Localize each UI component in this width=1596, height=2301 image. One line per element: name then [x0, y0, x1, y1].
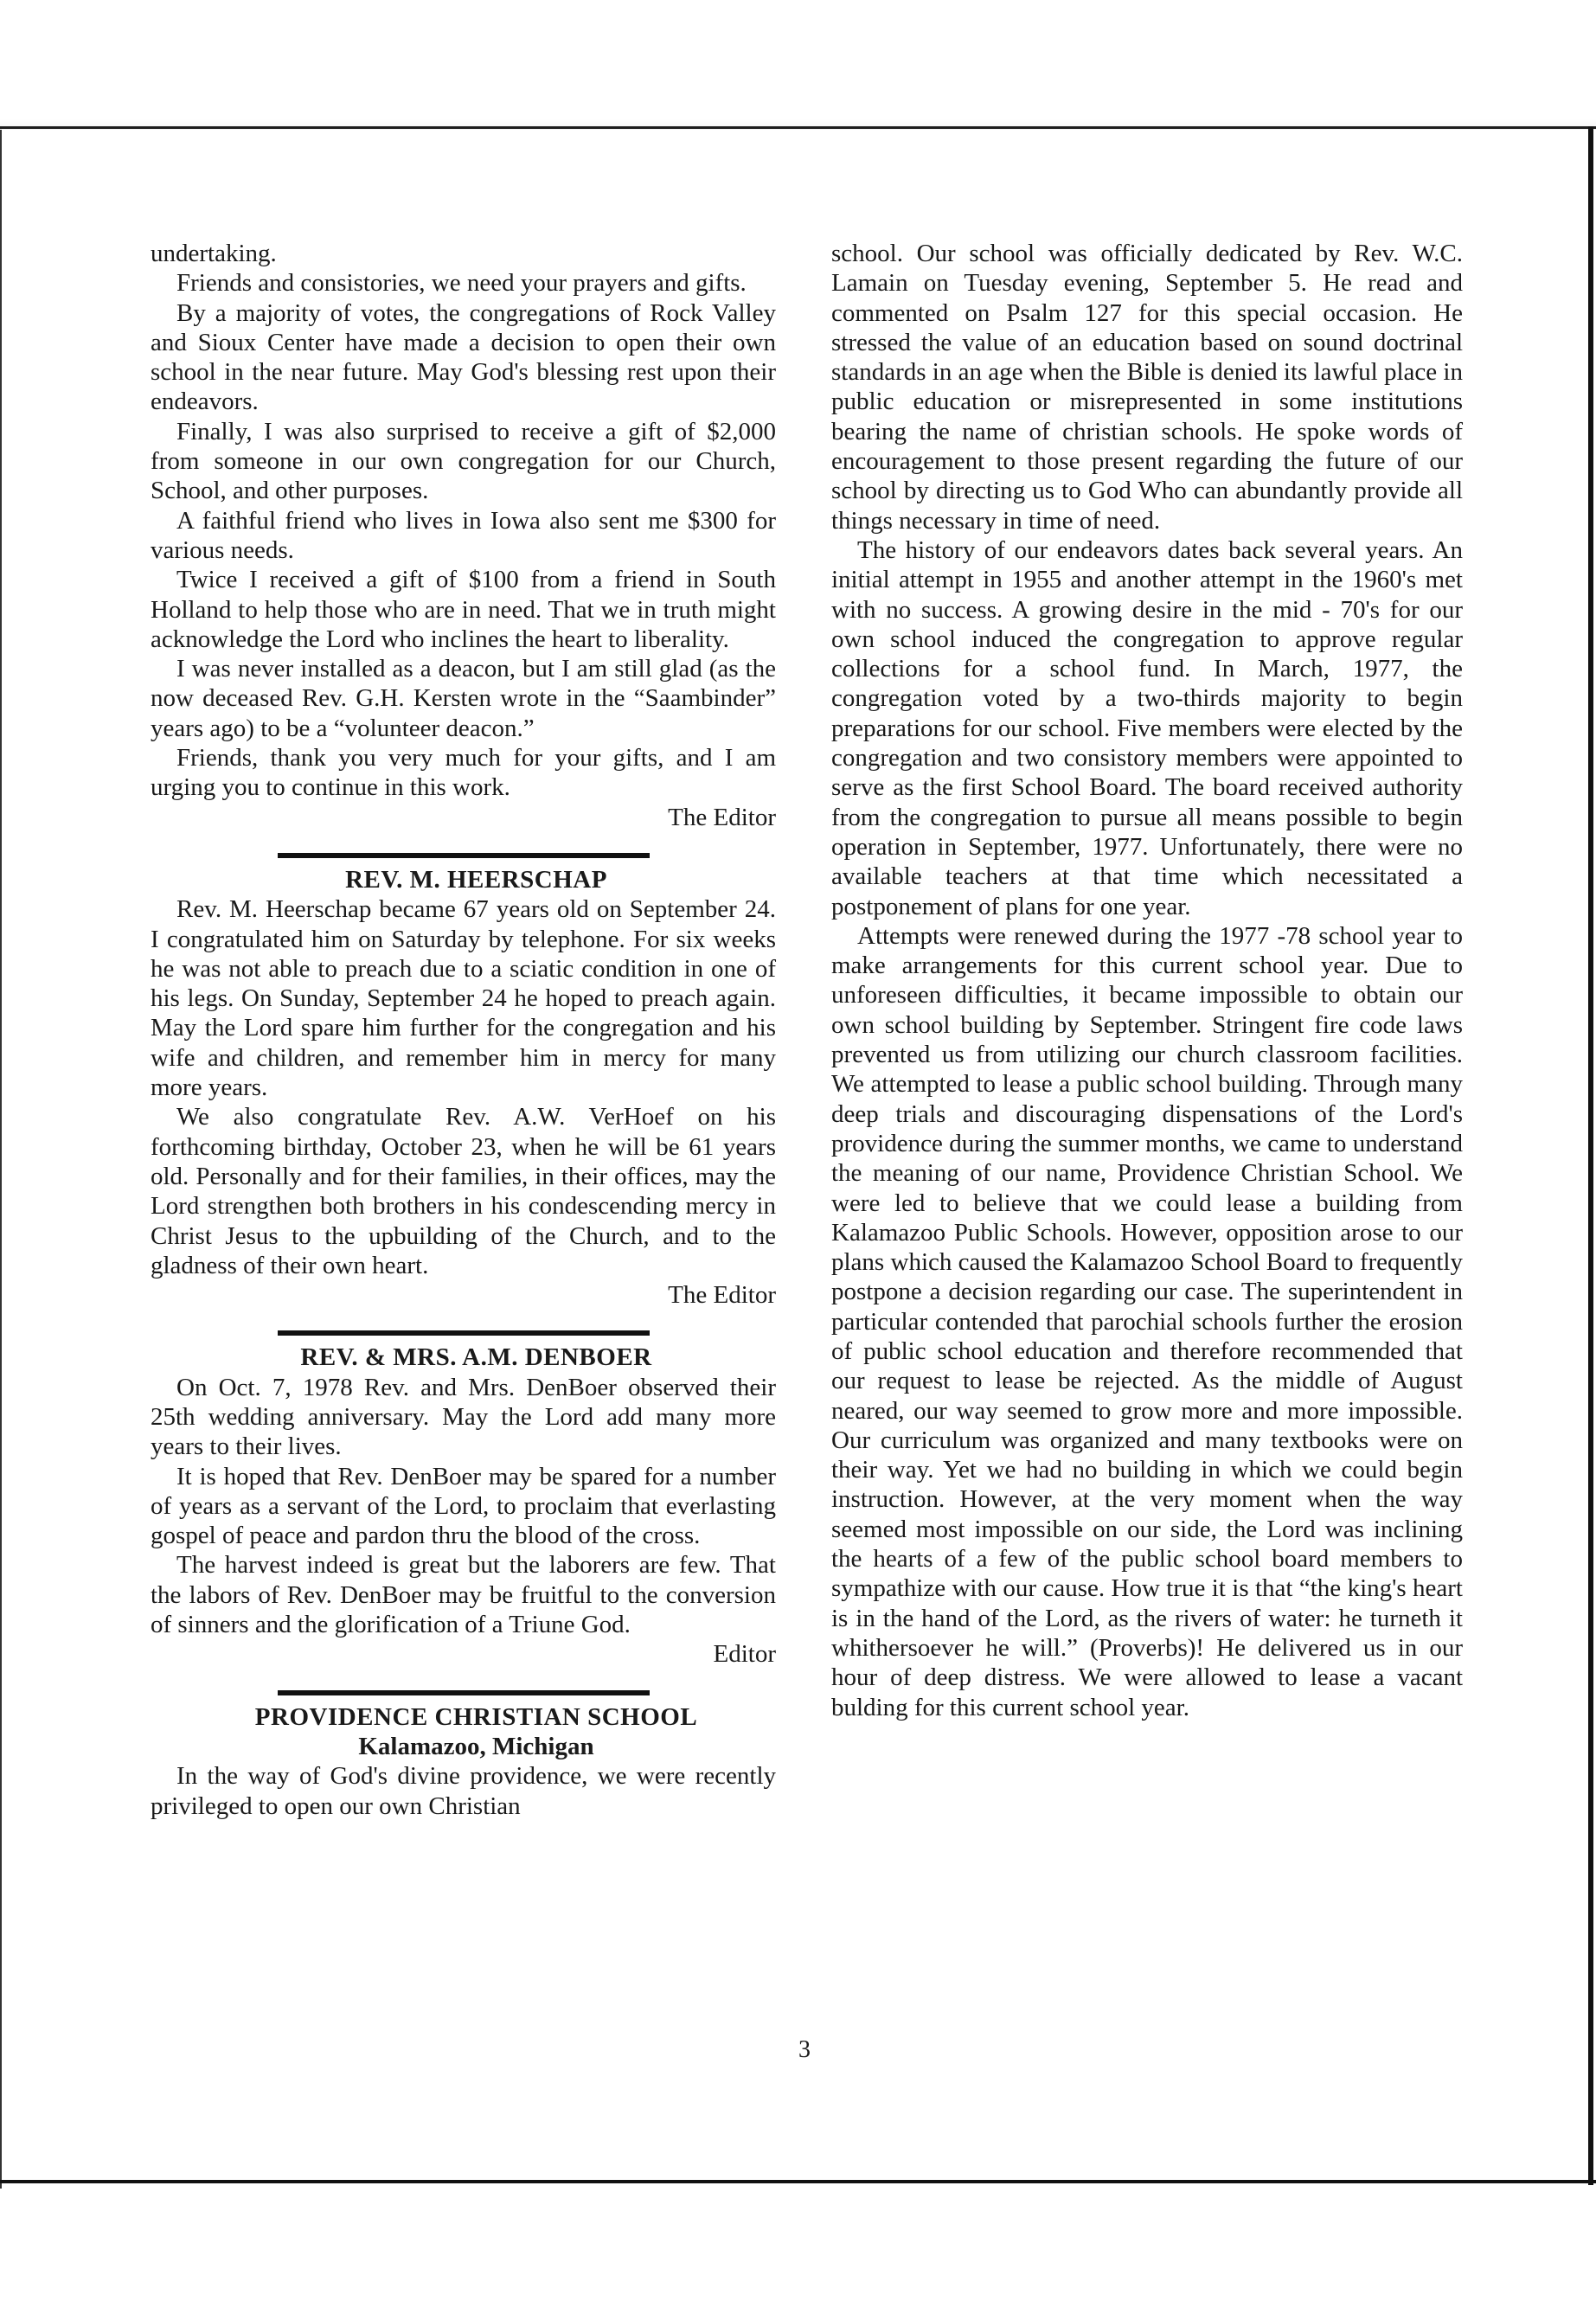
paragraph: I was never installed as a deacon, but I am still glad (as the now deceased Rev. G.H. Kersten wrote in the “Saambinder” years ago) to be a “volunteer deacon.” — [151, 655, 776, 742]
paragraph: On Oct. 7, 1978 Rev. and Mrs. DenBoer observed their 25th wedding anniversary. May the Lord add many more years to their lives. — [151, 1373, 776, 1461]
paragraph: In the way of God's divine providence, we were recently privileged to open our own Christian — [151, 1762, 776, 1820]
editor-signature: The Editor — [668, 803, 776, 831]
section-heading-denboer: REV. & MRS. A.M. DENBOER — [300, 1343, 652, 1372]
paragraph: Finally, I was also surprised to receive a gift of $2,000 from someone in our own congregation for our Church, School, and other purposes. — [151, 417, 776, 505]
paragraph: undertaking. — [151, 240, 277, 267]
paragraph: Rev. M. Heerschap became 67 years old on September 24. I congratulated him on Saturday by telephone. For six weeks he was not able to preach due to a sciatic condition in one of his legs. On Sunday, September 24 he hoped to preach again. May the Lord spare him further for the congregation and his wife and children, and remember him in mercy for many more years. — [151, 895, 776, 1102]
paragraph: Twice I received a gift of $100 from a friend in South Holland to help those who are in need. That we in truth might acknowledge the Lord who inclines the heart to liberality. — [151, 566, 776, 653]
paragraph: The history of our endeavors dates back several years. An initial attempt in 1955 and another attempt in the 1960's met with no success. A growing desire in the mid - 70's for our own school induced the congregation to approve regular collections for a school fund. In March, 1977, the congregation voted by a two-thirds majority to begin preparations for our school. Five members were elected by the congregation and two consistory members were appointed to serve as the first School Board. The board received authority from the congregation to pursue all means possible to begin operation in September, 1977. Unfortunately, there were no available teachers at that time which necessitated a postponement of plans for one year. — [831, 535, 1463, 920]
paragraph: The harvest indeed is great but the laborers are few. That the labors of Rev. DenBoer may be fruitful to the conversion of sinners and the glorification of a Triune God. — [151, 1551, 776, 1639]
section-heading-heerschap: REV. M. HEERSCHAP — [345, 865, 607, 894]
paragraph: By a majority of votes, the congregations of Rock Valley and Sioux Center have made a decision to open their own school in the near future. May God's blessing rest upon their endeavors. — [151, 298, 776, 416]
paragraph: school. Our school was officially dedicated by Rev. W.C. Lamain on Tuesday evening, September 5. He read and commented on Psalm 127 for this special occasion. He stressed the value of an education based on sound doctrinal standards in an age when the Bible is denied its lawful place in public education or misrepresented in some institutions bearing the name of christian schools. He spoke words of encouragement to those present regarding the future of our school by directing us to God Who can abundantly provide all things necessary in time of need. — [831, 240, 1463, 535]
page-number: 3 — [798, 2036, 811, 2063]
section-divider — [278, 853, 650, 858]
paragraph: Attempts were renewed during the 1977 -78 school year to make arrangements for this current school year. Due to unforeseen difficulties, it became impossible to obtain our own school building by September. Stringent fire code laws prevented us from utilizing our church classroom facilities. We attempted to lease a public school building. Through many deep trials and discouraging dispensations of the Lord's providence during the summer months, we came to understand the meaning of our name, Providence Christian School. We were led to believe that we could lease a building from Kalamazoo Public Schools. However, opposition arose to our plans which caused the Kalamazoo School Board to frequently postpone a decision regarding our case. The superintendent in particular contended that parochial schools further the erosion of public school education and therefore recommended that our request to lease be rejected. As the middle of August neared, our way seemed to grow more and more impossible. Our curriculum was organized and many textbooks were on their way. Yet we had no building in which we could begin instruction. However, at the very moment when the way seemed most impossible on our side, the Lord was inclining the hearts of a few of the public school board members to sympathize with our cause. How true it is that “the king's heart is in the hand of the Lord, as the rivers of water: he turneth it whithersoever he will.” (Proverbs)! He delivered us in our hour of deep distress. We were allowed to lease a vacant bulding for this current school year. — [831, 921, 1463, 1721]
editor-signature: Editor — [713, 1640, 776, 1669]
editor-signature: The Editor — [668, 1281, 776, 1310]
page-border-top — [0, 126, 1596, 129]
paragraph: Friends and consistories, we need your prayers and gifts. — [176, 269, 747, 298]
paragraph: A faithful friend who lives in Iowa also sent me $300 for various needs. — [151, 506, 776, 564]
page-border-bottom — [0, 2180, 1596, 2183]
right-column — [831, 239, 1463, 1722]
section-subheading-location: Kalamazoo, Michigan — [358, 1732, 594, 1760]
paragraph: We also congratulate Rev. A.W. VerHoef on his forthcoming birthday, October 23, when he will be 61 years old. Personally and for their families, in their offices, may the Lord strengthen both brothers in his condescending mercy in Christ Jesus to the upbuilding of the Church, and to the gladness of their own heart. — [151, 1103, 776, 1279]
paragraph: Friends, thank you very much for your gifts, and I am urging you to continue in this work. — [151, 744, 776, 802]
section-divider — [278, 1690, 650, 1695]
page-border-left — [0, 130, 2, 2189]
section-heading-providence: PROVIDENCE CHRISTIAN SCHOOL — [254, 1702, 698, 1731]
page-border-right — [1588, 126, 1593, 2185]
paragraph: It is hoped that Rev. DenBoer may be spared for a number of years as a servant of the Lord, to proclaim that everlasting gospel of peace and pardon thru the blood of the cross. — [151, 1462, 776, 1550]
left-column — [151, 239, 776, 1821]
scan-margin-top — [0, 0, 1596, 130]
section-divider — [278, 1330, 650, 1336]
